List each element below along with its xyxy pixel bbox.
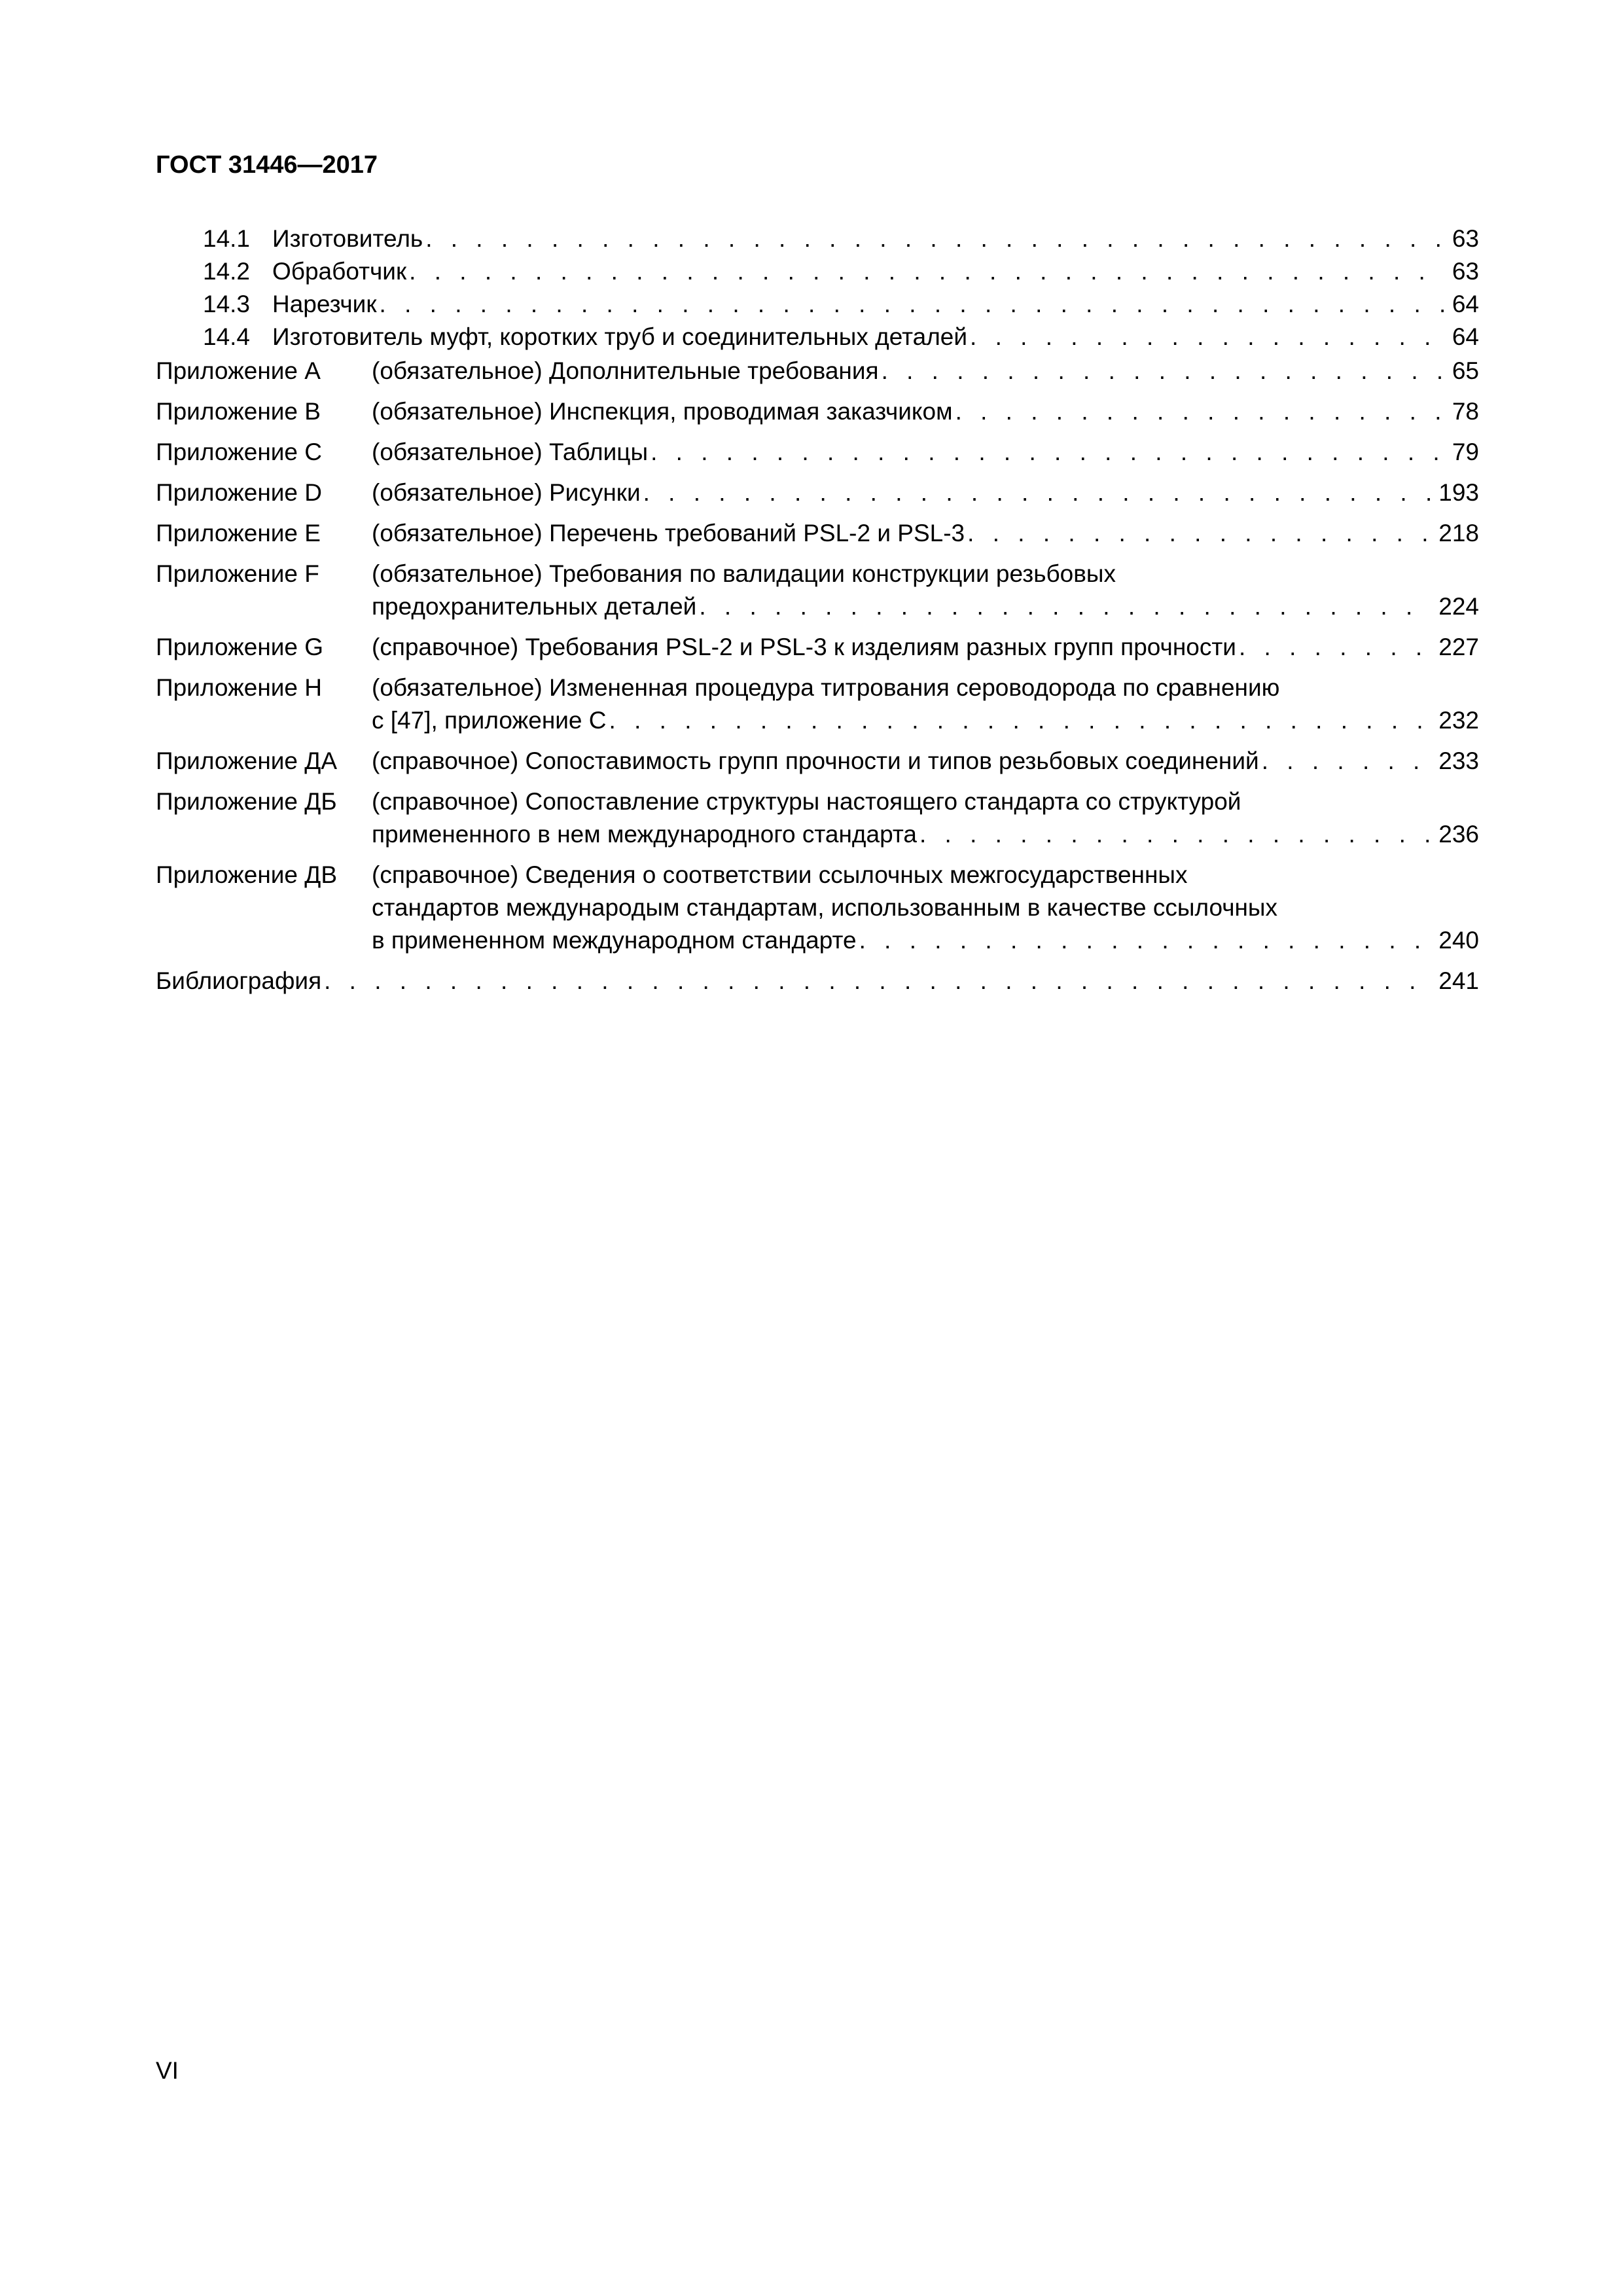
section-number: 14.3 <box>203 291 251 317</box>
section-title: Изготовитель <box>272 225 423 252</box>
annex-title-line: (справочное) Сопоставление структуры настоящего стандарта со структурой <box>372 788 1241 815</box>
dot-leader <box>406 255 1446 288</box>
page-number: 240 <box>1438 927 1479 954</box>
dot-leader <box>696 590 1432 623</box>
annex-title: (справочное) Сопоставимость групп прочности и типов резьбовых соединений <box>372 747 1259 774</box>
toc-bibliography-entry[interactable] <box>156 965 1479 997</box>
page-number: 64 <box>1452 323 1479 350</box>
table-of-contents <box>156 223 1479 997</box>
toc-annex-entry[interactable] <box>156 859 1479 957</box>
annex-label: Приложение A <box>156 357 321 384</box>
page-number: 236 <box>1438 821 1479 848</box>
page-number: 65 <box>1452 357 1479 384</box>
toc-annex-entry[interactable] <box>156 395 1479 428</box>
toc-annex-entry[interactable] <box>156 476 1479 509</box>
toc-annex-entry[interactable] <box>156 631 1479 664</box>
section-title: Обработчик <box>272 258 407 285</box>
toc-annex-entry[interactable] <box>156 355 1479 387</box>
annex-label: Приложение ДБ <box>156 788 337 815</box>
annex-title-line: (справочное) Сведения о соответствии ссылочных межгосударственных <box>372 861 1188 888</box>
annex-title: (обязательное) Перечень требований PSL-2 и PSL-3 <box>372 520 965 547</box>
dot-leader <box>917 818 1432 851</box>
section-number: 14.1 <box>203 225 251 252</box>
annex-title: (обязательное) Таблицы <box>372 439 649 465</box>
annex-label: Приложение G <box>156 634 324 660</box>
page-number: 63 <box>1452 225 1479 252</box>
page-number: 232 <box>1438 707 1479 734</box>
annex-title-line: примененного в нем международного стандарта <box>372 821 917 848</box>
dot-leader <box>607 704 1433 737</box>
section-title: Нарезчик <box>272 291 377 317</box>
document-header: ГОСТ 31446—2017 <box>156 151 378 179</box>
dot-leader <box>648 436 1446 469</box>
page-number: 241 <box>1438 967 1479 994</box>
annex-label: Приложение ДВ <box>156 861 338 888</box>
dot-leader <box>641 476 1433 509</box>
page-number: 233 <box>1438 747 1479 774</box>
annex-title: (обязательное) Дополнительные требования <box>372 357 879 384</box>
annex-title: (обязательное) Рисунки <box>372 479 641 506</box>
annex-label: Приложение C <box>156 439 323 465</box>
toc-annex-entry[interactable] <box>156 436 1479 469</box>
bibliography-title: Библиография <box>156 967 322 994</box>
toc-section-entry[interactable] <box>156 288 1479 321</box>
toc-annex-entry[interactable] <box>156 517 1479 550</box>
page-number: 218 <box>1438 520 1479 547</box>
page-number: 63 <box>1452 258 1479 285</box>
annex-title-line: (обязательное) Требования по валидации конструкции резьбовых <box>372 560 1116 587</box>
dot-leader <box>377 288 1446 321</box>
page-number: 78 <box>1452 398 1479 425</box>
annex-title-line: в примененном международном стандарте <box>372 927 857 954</box>
dot-leader <box>423 223 1446 255</box>
annex-label: Приложение E <box>156 520 321 547</box>
dot-leader <box>965 517 1432 550</box>
page-number: 224 <box>1438 593 1479 620</box>
annex-title: (справочное) Требования PSL-2 и PSL-3 к изделиям разных групп прочности <box>372 634 1236 660</box>
annex-label: Приложение H <box>156 674 323 701</box>
section-title: Изготовитель муфт, коротких труб и соединительных деталей <box>272 323 968 350</box>
page-footer-number: VI <box>156 2057 179 2084</box>
dot-leader <box>1236 631 1432 664</box>
dot-leader <box>857 924 1433 957</box>
dot-leader <box>1259 745 1433 778</box>
toc-annex-entry[interactable] <box>156 745 1479 778</box>
dot-leader <box>321 965 1432 997</box>
section-number: 14.4 <box>203 323 251 350</box>
toc-section-entry[interactable] <box>156 223 1479 255</box>
annex-title: (обязательное) Инспекция, проводимая заказчиком <box>372 398 953 425</box>
toc-section-entry[interactable] <box>156 255 1479 288</box>
section-number: 14.2 <box>203 258 251 285</box>
toc-annex-entry[interactable] <box>156 672 1479 737</box>
annex-title-line: (обязательное) Измененная процедура титрования сероводорода по сравнению <box>372 674 1280 701</box>
page-number: 193 <box>1438 479 1479 506</box>
dot-leader <box>879 355 1446 387</box>
page-number: 227 <box>1438 634 1479 660</box>
annex-label: Приложение F <box>156 560 319 587</box>
toc-section-entry[interactable] <box>156 321 1479 353</box>
dot-leader <box>967 321 1446 353</box>
page-number: 64 <box>1452 291 1479 317</box>
annex-title-line: предохранительных деталей <box>372 593 697 620</box>
toc-annex-entry[interactable] <box>156 558 1479 623</box>
page-number: 79 <box>1452 439 1479 465</box>
annex-title-line: с [47], приложение С <box>372 707 607 734</box>
annex-label: Приложение D <box>156 479 323 506</box>
annex-title-line: стандартов международым стандартам, использованным в качестве ссылочных <box>372 894 1278 921</box>
dot-leader <box>953 395 1446 428</box>
annex-label: Приложение B <box>156 398 321 425</box>
toc-annex-entry[interactable] <box>156 785 1479 851</box>
annex-label: Приложение ДА <box>156 747 338 774</box>
